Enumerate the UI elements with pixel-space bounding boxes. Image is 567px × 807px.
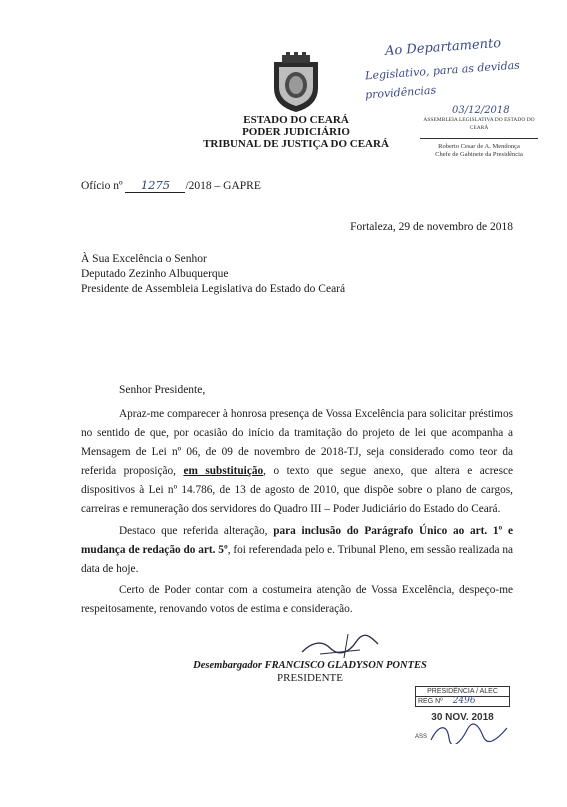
paragraph-3 (81, 581, 513, 619)
receipt-ass-row (415, 728, 510, 744)
signer-name: Desembargador FRANCISCO GLADYSON PONTES (193, 660, 427, 671)
addressee-line-1: À Sua Excelência o Senhor (81, 253, 207, 265)
receipt-signature (429, 722, 509, 744)
handwritten-signature (300, 632, 380, 660)
dispatch-stamp (420, 116, 538, 159)
header-court: TRIBUNAL DE JUSTIÇA DO CEARÁ (203, 138, 389, 150)
receipt-reg-row (415, 696, 510, 707)
paragraph-3-text: Certo de Poder contar com a costumeira atenção de Vossa Excelência, despeço-me respeitosamente, renovando votos de estima e consideração. (81, 584, 513, 615)
paragraph-1-text-a: Apraz-me comparecer à honrosa presença de Vossa Excelência para solicitar préstimos no sentido de que, por ocasião do início da tramitação do projeto de lei que acompanha a Mensagem de Lei nº 06, de 09 de novembro de 2018-TJ, seja considerado como teor da referida proposição, (81, 408, 513, 477)
office-reference (81, 178, 261, 193)
chief-role: Chefe de Gabinete da Presidência (435, 151, 523, 158)
dispatch-line-2: Legislativo, para as devidas (364, 58, 521, 83)
paragraph-2 (81, 522, 513, 579)
chief-name: Roberto Cesar de A. Mendonça (438, 143, 520, 150)
reference-number: 1275 (125, 178, 185, 193)
reference-suffix: /2018 – GAPRE (185, 180, 261, 192)
receipt-reg-label: REG Nº (418, 698, 443, 705)
paragraph-1-emphasis: em substituição (183, 465, 264, 477)
letterhead (190, 114, 402, 150)
receipt-ass-label: ASS (415, 734, 428, 740)
paragraph-2-emphasis: para inclusão do Parágrafo Único ao art. 1º e mudança de redação do art. 5º (81, 525, 513, 556)
handwritten-dispatch (364, 35, 560, 110)
dispatch-date: 03/12/2018 (452, 105, 510, 116)
paragraph-2-text-a: Destaco que referida alteração, (119, 525, 274, 537)
dispatch-line-3: providências (364, 83, 437, 102)
addressee-line-2: Deputado Zezinho Albuquerque (81, 268, 229, 280)
addressee (81, 252, 345, 297)
signer-role: PRESIDENTE (277, 672, 343, 684)
salutation: Senhor Presidente, (119, 384, 206, 396)
receipt-stamp-title: PRESIDÊNCIA / ALEC (415, 686, 510, 696)
header-power: PODER JUDICIÁRIO (242, 126, 350, 138)
place-date: Fortaleza, 29 de novembro de 2018 (350, 221, 513, 233)
paragraph-1 (81, 405, 513, 519)
addressee-line-3: Presidente de Assembleia Legislativa do Estado do Ceará (81, 283, 346, 295)
signature-block (190, 660, 430, 684)
receipt-date: 30 NOV. 2018 (431, 712, 494, 723)
header-state: ESTADO DO CEARÁ (243, 114, 349, 126)
dispatch-line-1: Ao Departamento (384, 35, 502, 60)
paragraph-1-text-b: , o texto que segue anexo, que altera e acresce dispositivos à Lei nº 14.786, de 13 de agosto de 2010, que dispõe sobre o plano de cargos, carreiras e remuneração dos servidores do Quadro III – Poder Judiciário do Estado do Ceará. (81, 465, 513, 515)
receipt-reg-number: 2496 (452, 696, 476, 706)
coat-of-arms (268, 52, 324, 114)
reference-prefix: Ofício nº (81, 180, 123, 192)
assembly-stamp-title: ASSEMBLEIA LEGISLATIVA DO ESTADO DO CEARÁ (420, 116, 538, 139)
paragraph-2-text-c: , foi referendada pelo e. Tribunal Pleno, em sessão realizada na data de hoje. (81, 544, 513, 575)
receipt-stamp (415, 686, 510, 748)
